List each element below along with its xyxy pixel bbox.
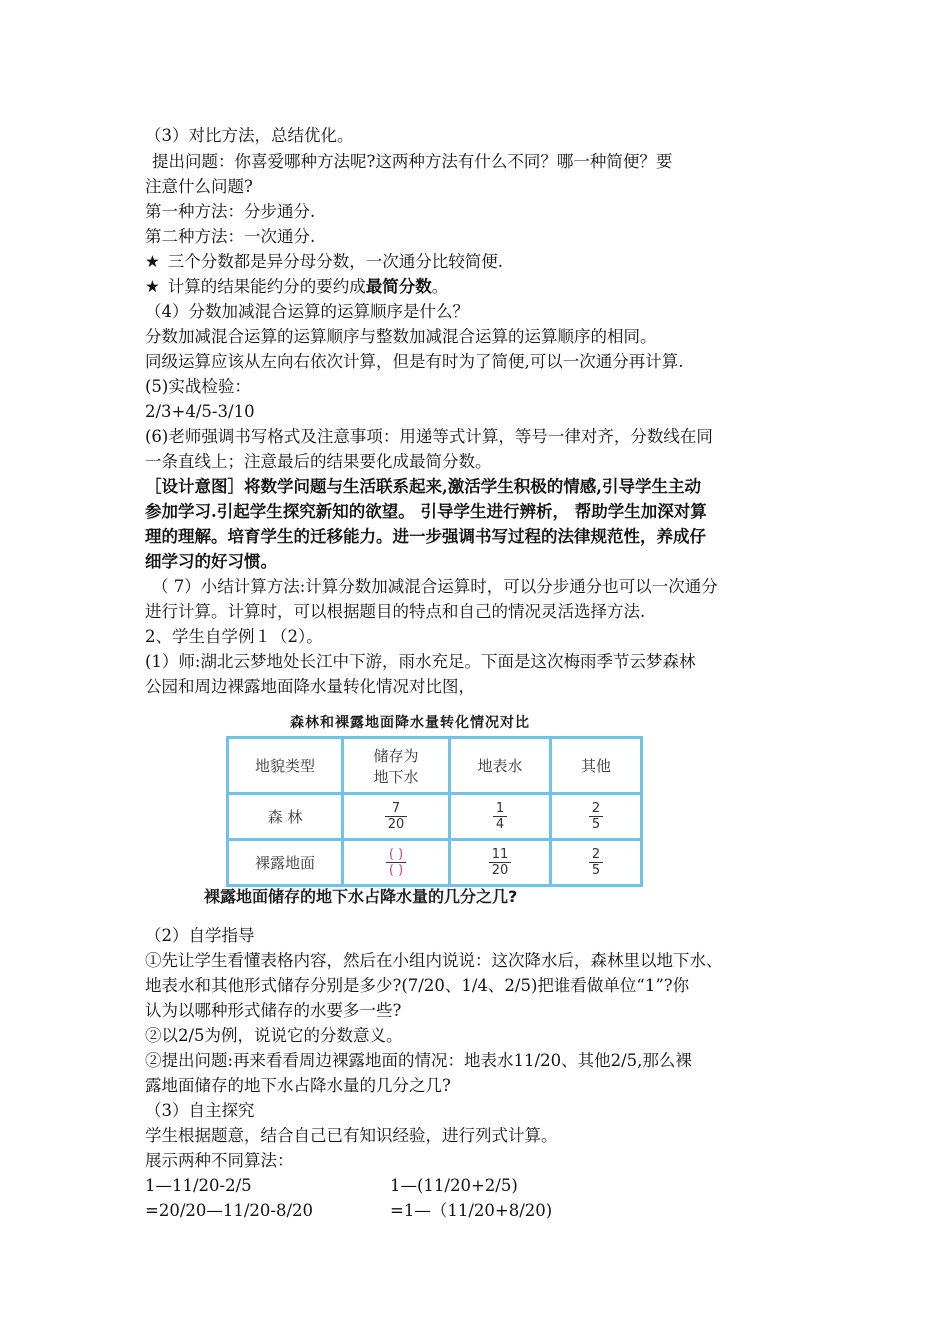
numerator: ( ) bbox=[386, 847, 406, 863]
text-segment: 计算的结果能约分的要约成 bbox=[167, 277, 366, 296]
calc-line: 1—11/20-2/5 bbox=[145, 1176, 252, 1195]
emphasis-text: 最简分数 bbox=[365, 277, 432, 296]
table-cell bbox=[450, 840, 551, 886]
header-cell: 地貌类型 bbox=[228, 738, 343, 794]
row-label: 森 林 bbox=[228, 794, 343, 840]
fraction bbox=[493, 801, 507, 832]
numerator: 1 bbox=[493, 801, 507, 817]
text-line: （3）对比方法，总结优化。 bbox=[145, 126, 354, 145]
denominator: 5 bbox=[591, 863, 601, 878]
table-cell bbox=[343, 794, 450, 840]
figure-caption: 裸露地面储存的地下水占降水量的几分之几? bbox=[204, 887, 518, 906]
denominator: ( ) bbox=[388, 863, 404, 878]
precipitation-table bbox=[226, 736, 643, 887]
header-line: 地下水 bbox=[373, 767, 419, 786]
design-intent-line: 理的理解。培育学生的迁移能力。进一步强调书写过程的法律规范性，养成仔 bbox=[145, 527, 706, 546]
text-line: （2）自学指导 bbox=[145, 926, 255, 945]
text-line: 公园和周边裸露地面降水量转化情况对比图， bbox=[145, 677, 475, 696]
calc-line: 1—(11/20+2/5) bbox=[390, 1176, 518, 1195]
text-line: （4）分数加减混合运算的运算顺序是什么？ bbox=[145, 302, 469, 321]
calc-line: =20/20—11/20-8/20 bbox=[145, 1201, 314, 1220]
text-line: 2、学生自学例１（2）。 bbox=[145, 627, 323, 646]
text-line: 地表水和其他形式储存分别是多少?(7/20、1/4、2/5)把谁看做单位“1”?你 bbox=[145, 976, 690, 995]
text-segment: 。 bbox=[431, 277, 449, 296]
table-header-row bbox=[228, 738, 642, 794]
text-line: (5)实战检验： bbox=[145, 377, 251, 396]
text-line: 提出问题：你喜爱哪种方法呢?这两种方法有什么不同？哪一种简便？要 bbox=[152, 152, 673, 171]
blank-fraction bbox=[386, 847, 406, 878]
text-line: 露地面储存的地下水占降水量的几分之几? bbox=[145, 1076, 451, 1095]
header-line: 储存为 bbox=[373, 746, 419, 765]
numerator: 2 bbox=[589, 847, 603, 863]
text-line: 同级运算应该从左向右依次计算，但是有时为了简便,可以一次通分再计算. bbox=[145, 352, 684, 371]
text-line: ①先让学生看懂表格内容，然后在小组内说说：这次降水后，森林里以地下水、 bbox=[145, 951, 723, 970]
text-line bbox=[145, 250, 503, 274]
denominator: 4 bbox=[495, 817, 505, 832]
text-line: 2/3+4/5-3/10 bbox=[145, 402, 255, 421]
table-row bbox=[228, 840, 642, 886]
text-line: （3）自主探究 bbox=[145, 1101, 255, 1120]
design-intent-line: 参加学习.引起学生探究新知的欲望。 引导学生进行辨析， 帮助学生加深对算 bbox=[145, 502, 707, 521]
precipitation-table-figure bbox=[200, 712, 680, 912]
design-intent-line: ［设计意图］将数学问题与生活联系起来,激活学生积极的情感,引导学生主动 bbox=[145, 477, 701, 496]
text-line: ②以2/5为例，说说它的分数意义。 bbox=[145, 1026, 403, 1045]
star-icon: ★ bbox=[145, 252, 160, 271]
text-line: 展示两种不同算法： bbox=[145, 1151, 294, 1170]
text-line: 注意什么问题? bbox=[145, 177, 253, 196]
design-intent-line: 细学习的好习惯。 bbox=[145, 552, 277, 571]
denominator: 20 bbox=[387, 817, 405, 832]
text-line: 进行计算。计算时，可以根据题目的特点和自己的情况灵活选择方法. bbox=[145, 602, 646, 621]
text-line: ②提出问题:再来看看周边裸露地面的情况：地表水11/20、其他2/5,那么裸 bbox=[145, 1051, 692, 1070]
text-line: 一条直线上；注意最后的结果要化成最简分数。 bbox=[145, 452, 492, 471]
text-segment: 三个分数都是异分母分数，一次通分比较简便. bbox=[167, 252, 504, 271]
table-cell bbox=[450, 794, 551, 840]
text-line: 认为以哪种形式储存的水要多一些? bbox=[145, 1001, 402, 1020]
table-cell bbox=[343, 840, 450, 886]
text-line: (1）师:湖北云梦地处长江中下游，雨水充足。下面是这次梅雨季节云梦森林 bbox=[145, 652, 696, 671]
header-cell bbox=[343, 738, 450, 794]
text-line bbox=[145, 275, 448, 299]
star-icon: ★ bbox=[145, 277, 160, 296]
table-cell bbox=[551, 794, 642, 840]
text-line: 学生根据题意，结合自己已有知识经验，进行列式计算。 bbox=[145, 1126, 558, 1145]
text-line: （ 7）小结计算方法:计算分数加减混合运算时，可以分步通分也可以一次通分 bbox=[152, 577, 718, 596]
figure-title: 森林和裸露地面降水量转化情况对比 bbox=[290, 715, 530, 731]
header-cell: 地表水 bbox=[450, 738, 551, 794]
text-line: 分数加减混合运算的运算顺序与整数加减混合运算的运算顺序的相同。 bbox=[145, 327, 657, 346]
text-line: 第二种方法：一次通分. bbox=[145, 227, 316, 246]
text-line: 第一种方法：分步通分. bbox=[145, 202, 316, 221]
fraction bbox=[489, 847, 512, 878]
table-row bbox=[228, 794, 642, 840]
denominator: 5 bbox=[591, 817, 601, 832]
header-cell: 其他 bbox=[551, 738, 642, 794]
fraction bbox=[385, 801, 408, 832]
denominator: 20 bbox=[491, 863, 509, 878]
fraction bbox=[589, 847, 603, 878]
numerator: 2 bbox=[589, 801, 603, 817]
calc-line: =1—（11/20+8/20) bbox=[390, 1201, 553, 1220]
numerator: 11 bbox=[489, 847, 512, 863]
numerator: 7 bbox=[385, 801, 408, 817]
table-cell bbox=[551, 840, 642, 886]
text-line: (6)老师强调书写格式及注意事项：用递等式计算，等号一律对齐，分数线在同 bbox=[145, 427, 713, 446]
fraction bbox=[589, 801, 603, 832]
row-label: 裸露地面 bbox=[228, 840, 343, 886]
